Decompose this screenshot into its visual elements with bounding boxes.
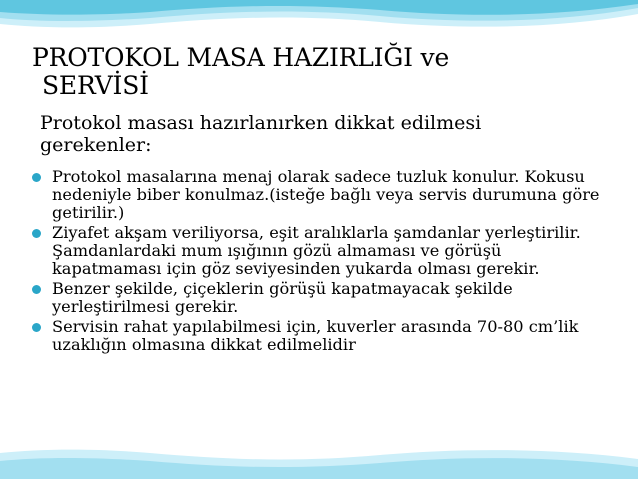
bullet-icon: [32, 323, 41, 332]
bullet-item: [32, 168, 612, 222]
bullet-icon: [32, 229, 41, 238]
bullet-item: [32, 318, 612, 354]
slide-title: [32, 44, 592, 100]
intro-line2: gerekenler:: [40, 134, 152, 156]
bullet-text: Protokol masalarına menaj olarak sadece tuzluk konulur. Kokusu nedeniyle biber konulmaz.(isteğe bağlı veya servis durumuna göre getirilir.): [52, 167, 600, 222]
slide-title-line2: SERVİSİ: [42, 71, 149, 100]
slide-title-line1: PROTOKOL MASA HAZIRLIĞI ve: [32, 43, 450, 72]
bullet-text: Benzer şekilde, çiçeklerin görüşü kapatmayacak şekilde yerleştirilmesi gerekir.: [52, 279, 513, 316]
bullet-item: [32, 224, 612, 278]
bullet-item: [32, 280, 612, 316]
bullet-text: Servisin rahat yapılabilmesi için, kuverler arasında 70-80 cm’lik uzaklığın olmasına dikkat edilmelidir: [52, 317, 579, 354]
intro-line1: Protokol masası hazırlanırken dikkat edilmesi: [40, 112, 482, 134]
top-wave-decoration: [0, 0, 638, 44]
bullet-list: [32, 168, 612, 356]
intro-text: [40, 112, 600, 156]
bullet-icon: [32, 285, 41, 294]
bottom-wave-decoration: [0, 439, 638, 479]
bullet-text: Ziyafet akşam veriliyorsa, eşit aralıklarla şamdanlar yerleştirilir. Şamdanlardaki mum ışığının gözü almaması ve görüşü kapatmaması için göz seviyesinden yukarda olması gerekir.: [52, 223, 581, 278]
bullet-icon: [32, 173, 41, 182]
